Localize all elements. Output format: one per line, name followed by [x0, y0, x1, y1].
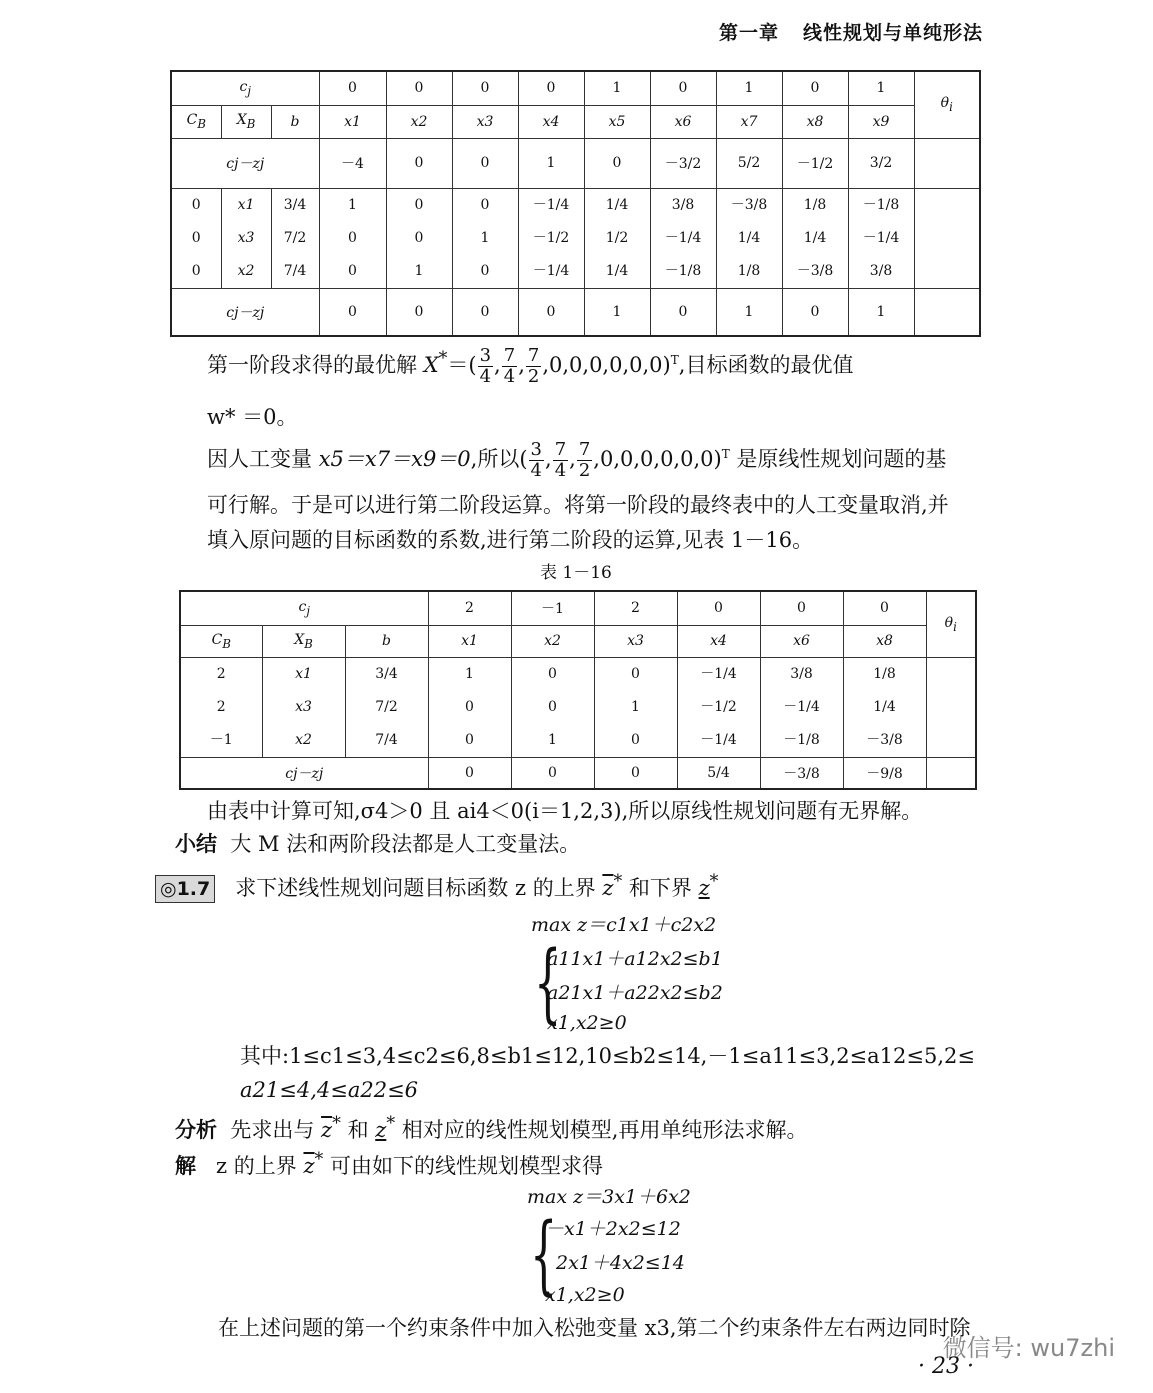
continuation-line: 在上述问题的第一个约束条件中加入松弛变量 x3,第二个约束条件左右两边同时除 [218, 1316, 971, 1340]
theta-header: $\theta_i$ [914, 71, 980, 138]
parameter-ranges: a21≤4,4≤a22≤6 [240, 1078, 419, 1102]
var-header: x3 [452, 105, 518, 138]
constraint-line: a21x1＋a22x2≤b2 [547, 982, 723, 1004]
artificial-variable-sentence: 因人工变量 x5＝x7＝x9＝0,所以( $\frac{3}{4}$ , $\frac{7}{4}$ , $\frac{7}{2}$ ,0,0,0,0,0,0)$^T$ 是原线性规划问题的基 [207, 439, 947, 481]
theta-cell [926, 757, 976, 789]
cj-value: －1 [511, 591, 594, 625]
unbounded-conclusion: 由表中计算可知,σ4＞0 且 ai4＜0(i＝1,2,3),所以原线性规划问题有无界解。 [207, 799, 923, 823]
cz-value: 0 [452, 138, 518, 188]
cz-value: 0 [584, 138, 650, 188]
cz-value: 0 [386, 138, 452, 188]
constraint-brace: { [530, 1205, 558, 1305]
b-column: 3/4 7/2 7/4 [271, 188, 319, 288]
simplex-table-phase2 [179, 590, 977, 790]
body-rows [180, 657, 976, 757]
cj-value: 2 [594, 591, 677, 625]
var-header: x2 [511, 625, 594, 657]
x9-column: －1/8 －1/4 3/8 [848, 188, 914, 288]
x6-column: 3/8 －1/4 －1/8 [760, 657, 843, 757]
x5-column: 1/4 1/2 1/4 [584, 188, 650, 288]
solution-line: 解 z 的上界 $\overline{z}^*$ 可由如下的线性规划模型求得 [175, 1150, 603, 1178]
xb-column: x1 x3 x2 [262, 657, 345, 757]
var-header: x9 [848, 105, 914, 138]
cj-value: 0 [782, 71, 848, 105]
cz-value: 0 [594, 757, 677, 789]
theta-cell [926, 657, 976, 757]
xb-header: $X_B$ [262, 625, 345, 657]
cb-column: 2 2 －1 [180, 657, 262, 757]
cz-value: 0 [428, 757, 511, 789]
constraint-line: x1,x2≥0 [547, 1012, 627, 1034]
var-header: x7 [716, 105, 782, 138]
var-header: x2 [386, 105, 452, 138]
cj-value: 0 [319, 71, 386, 105]
constraint-line: a11x1＋a12x2≤b1 [547, 948, 723, 970]
x3-column: 0 1 0 [594, 657, 677, 757]
var-header: x8 [782, 105, 848, 138]
var-header: x1 [428, 625, 511, 657]
paragraph-line: 填入原问题的目标函数的系数,进行第二阶段的运算,见表 1－16。 [207, 528, 814, 552]
cj-value: 1 [584, 71, 650, 105]
cz-value: －1/2 [782, 138, 848, 188]
cj-value: 0 [518, 71, 584, 105]
header-row [180, 625, 976, 657]
cz-row-2 [171, 288, 980, 336]
page-number: · 23 · [918, 1354, 974, 1379]
x8-column: 1/8 1/4 －3/8 [782, 188, 848, 288]
b-column: 3/4 7/2 7/4 [345, 657, 428, 757]
problem-statement: ◎1.7 求下述线性规划问题目标函数 z 的上界 $\overline{z}^*$ 和下界 z* [155, 870, 718, 903]
x4-column: －1/4 －1/2 －1/4 [518, 188, 584, 288]
chapter-number: 第一章 [718, 22, 779, 44]
cz-label: cj－zj [171, 288, 319, 336]
optimal-solution-sentence: 第一阶段求得的最优解 X*＝( $\frac{3}{4}$ , $\frac{7}{4}$ , $\frac{7}{2}$ ,0,0,0,0,0,0)$^T$,目标函数的最优值 [207, 345, 854, 387]
cz-value: 0 [319, 288, 386, 336]
cz-value: 3/2 [848, 138, 914, 188]
fraction: $\frac{3}{4}$ [530, 439, 542, 481]
x2-column: 0 0 1 [386, 188, 452, 288]
objective-equation: max z＝c1x1＋c2x2 [531, 914, 717, 936]
x8-column: 1/8 1/4 －3/8 [843, 657, 926, 757]
theta-cell [914, 138, 980, 188]
analysis-line: 分析 先求出与 $\overline{z}^*$ 和 z* 相对应的线性规划模型,再用单纯形法求解。 [175, 1114, 808, 1142]
cz-value: －3/2 [650, 138, 716, 188]
theta-cell [914, 188, 980, 288]
cz-value: 1 [848, 288, 914, 336]
cj-row [171, 71, 980, 105]
objective-value: w* ＝0。 [207, 405, 298, 429]
cz-value: 5/4 [677, 757, 760, 789]
header-row [171, 105, 980, 138]
cj-value: 1 [716, 71, 782, 105]
cz-value: 0 [518, 288, 584, 336]
summary-line [175, 832, 580, 856]
cj-row [180, 591, 976, 625]
constraint-line: －x1＋2x2≤12 [545, 1218, 681, 1240]
constraint-line: x1,x2≥0 [545, 1284, 625, 1306]
cj-value: 0 [843, 591, 926, 625]
var-header: x3 [594, 625, 677, 657]
cz-value: 1 [518, 138, 584, 188]
parameter-ranges: 其中:1≤c1≤3,4≤c2≤6,8≤b1≤12,10≤b2≤14,－1≤a11≤3,2≤a12≤5,2≤ [240, 1044, 975, 1068]
x3-column: 0 1 0 [452, 188, 518, 288]
summary-text: 大 M 法和两阶段法都是人工变量法。 [230, 832, 581, 856]
b-header: b [345, 625, 428, 657]
cz-value: 0 [452, 288, 518, 336]
constraint-line: 2x1＋4x2≤14 [556, 1252, 685, 1274]
fraction: $\frac{3}{4}$ [479, 345, 492, 387]
cz-value: 0 [511, 757, 594, 789]
x1-column: 1 0 0 [319, 188, 386, 288]
cj-value: 0 [386, 71, 452, 105]
var-header: x6 [650, 105, 716, 138]
cb-header: $C_B$ [171, 105, 221, 138]
var-header: x6 [760, 625, 843, 657]
watermark: 微信号: wu7zhi [942, 1334, 1115, 1362]
cz-value: －3/8 [760, 757, 843, 789]
cz-row-1 [171, 138, 980, 188]
var-header: x4 [518, 105, 584, 138]
cz-value: －9/8 [843, 757, 926, 789]
problem-number: ◎1.7 [155, 875, 215, 903]
cz-label: cj－zj [171, 138, 319, 188]
cj-value: 1 [848, 71, 914, 105]
body-rows [171, 188, 980, 288]
simplex-table-phase1 [170, 70, 981, 337]
theta-header: $\theta_i$ [926, 591, 976, 657]
chapter-title: 线性规划与单纯形法 [802, 22, 983, 44]
x1-column: 1 0 0 [428, 657, 511, 757]
cz-value: －4 [319, 138, 386, 188]
cz-label: cj－zj [180, 757, 428, 789]
xb-column: x1 x3 x2 [221, 188, 271, 288]
x2-column: 0 0 1 [511, 657, 594, 757]
cj-value: 0 [677, 591, 760, 625]
cb-header: $C_B$ [180, 625, 262, 657]
x7-column: －3/8 1/4 1/8 [716, 188, 782, 288]
cz-value: 5/2 [716, 138, 782, 188]
cz-row [180, 757, 976, 789]
var-header: x8 [843, 625, 926, 657]
var-header: x4 [677, 625, 760, 657]
cj-value: 0 [452, 71, 518, 105]
running-header [719, 18, 983, 45]
fraction: $\frac{7}{4}$ [503, 345, 516, 387]
x4-column: －1/4 －1/2 －1/4 [677, 657, 760, 757]
paragraph-line: 可行解。于是可以进行第二阶段运算。将第一阶段的最终表中的人工变量取消,并 [207, 493, 949, 517]
analysis-label: 分析 [175, 1118, 217, 1142]
fraction: $\frac{7}{2}$ [527, 345, 540, 387]
cz-value: 0 [650, 288, 716, 336]
cj-value: 0 [650, 71, 716, 105]
cj-label: $c_j$ [180, 591, 428, 625]
cj-value: 0 [760, 591, 843, 625]
cj-value: 2 [428, 591, 511, 625]
b-header: b [271, 105, 319, 138]
fraction: $\frac{7}{2}$ [578, 439, 591, 481]
xb-header: $X_B$ [221, 105, 271, 138]
cz-value: 0 [386, 288, 452, 336]
theta-cell [914, 288, 980, 336]
summary-label: 小结 [175, 832, 217, 856]
cz-value: 0 [782, 288, 848, 336]
cb-column: 0 0 0 [171, 188, 221, 288]
var-header: x5 [584, 105, 650, 138]
table-caption: 表 1－16 [540, 563, 612, 583]
objective-equation: max z＝3x1＋6x2 [527, 1186, 691, 1208]
cj-label: $c_j$ [171, 71, 319, 105]
var-header: x1 [319, 105, 386, 138]
solution-label: 解 [175, 1154, 196, 1178]
cz-value: 1 [584, 288, 650, 336]
x6-column: 3/8 －1/4 －1/8 [650, 188, 716, 288]
constraint-brace: { [534, 933, 562, 1033]
cz-value: 1 [716, 288, 782, 336]
fraction: $\frac{7}{4}$ [554, 439, 567, 481]
